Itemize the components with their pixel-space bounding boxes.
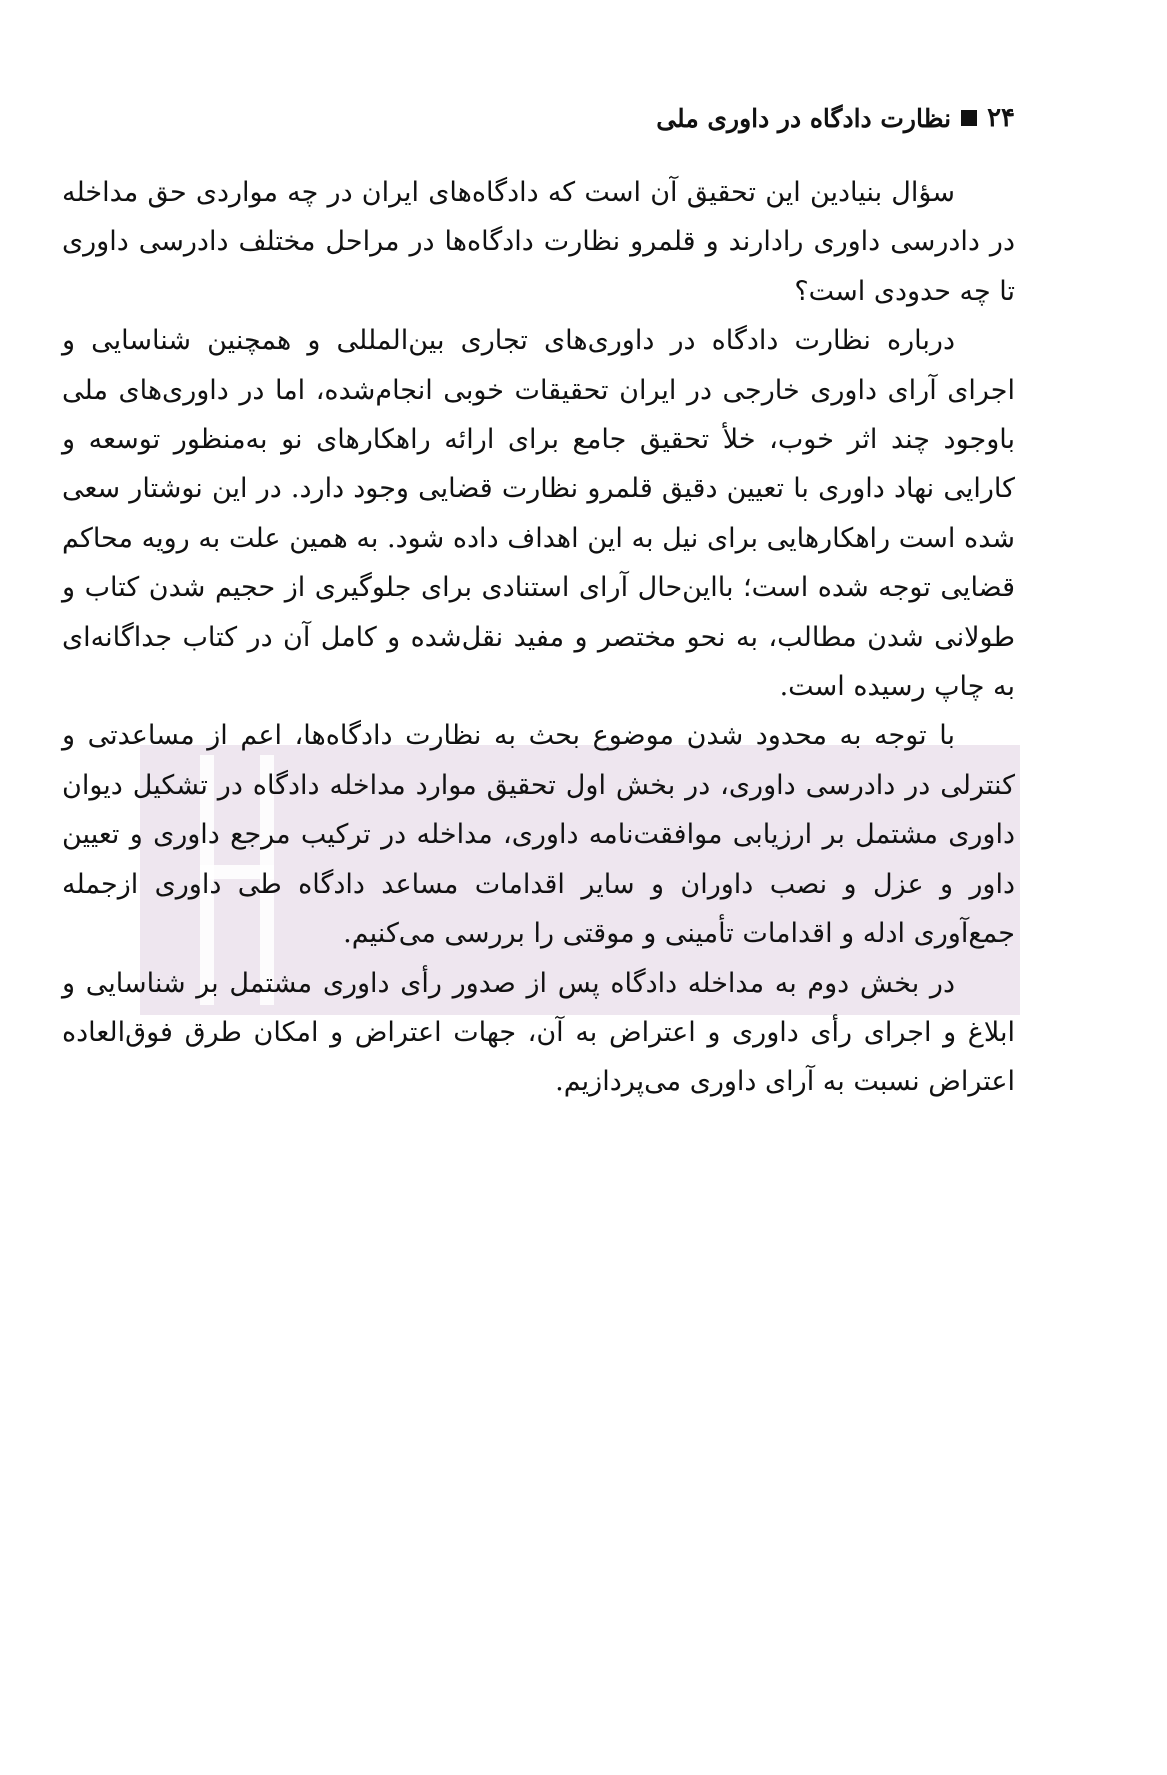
paragraph: با توجه به محدود شدن موضوع بحث به نظارت دادگاه‌ها، اعم از مساعدتی و کنترلی در دادرسی داوری، در بخش اول تحقیق موارد مداخله دادگاه در تشکیل دیوان داوری مشتمل بر ارزیابی موافقت‌نامه داوری، مداخله در ترکیب مرجع داوری و تعیین داور و عزل و نصب داوران و سایر اقدامات مساعد دادگاه طی داوری ازجمله جمع‌آوری ادله و اقدامات تأمینی و موقتی را بررسی می‌کنیم. (62, 720, 1015, 950)
paragraph: سؤال بنیادین این تحقیق آن است که دادگاه‌های ایران در چه مواردی حق مداخله در دادرسی داوری رادارند و قلمرو نظارت دادگاه‌ها در مراحل مختلف دادرسی داوری تا چه حدودی است؟ (62, 177, 1015, 307)
header-square-icon (961, 110, 977, 126)
paragraph: در بخش دوم به مداخله دادگاه پس از صدور رأی داوری مشتمل بر شناسایی و ابلاغ و اجرای رأی داوری و اعتراض به آن، جهات اعتراض و امکان طرق فوق‌العاده اعتراض نسبت به آرای داوری می‌پردازیم. (62, 967, 1015, 1098)
paragraph: درباره نظارت دادگاه در داوری‌های تجاری بین‌المللی و همچنین شناسایی و اجرای آرای داوری خارجی در ایران تحقیقات خوبی انجام‌شده، اما در داوری‌های ملی باوجود چند اثر خوب، خلأ تحقیق جامع برای ارائه راهکارهای نو به‌منظور توسعه و کارایی نهاد داوری با تعیین دقیق قلمرو نظارت قضایی وجود دارد. در این نوشتار سعی شده است راهکارهایی برای نیل به این اهداف داده شود. به همین علت به رویه محاکم قضایی توجه شده است؛ بااین‌حال آرای استنادی برای جلوگیری از حجیم شدن کتاب و طولانی شدن مطالب، به نحو مختصر و مفید نقل‌شده و کامل آن در کتاب جداگانه‌ای به چاپ رسیده است. (62, 325, 1015, 703)
page-number: ۲۴ (987, 103, 1015, 133)
header-title: نظارت دادگاه در داوری ملی (656, 103, 952, 133)
running-header (656, 98, 1015, 138)
body-text (62, 168, 1015, 1107)
